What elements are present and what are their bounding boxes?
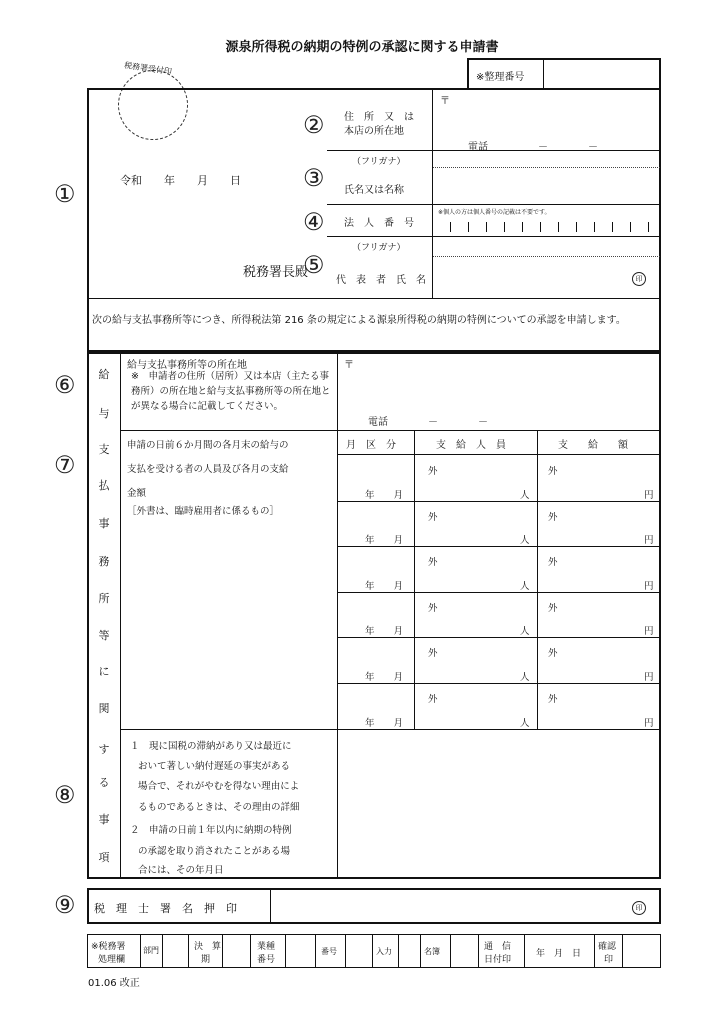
address-input[interactable] <box>452 92 657 134</box>
reason-line-4: るものであるときは、その理由の詳細 <box>138 802 300 813</box>
proc-meibo: 名簿 <box>424 947 440 956</box>
name-input[interactable] <box>434 169 658 203</box>
corp-number-note: ※個人の方は個人番号の記載は不要です。 <box>438 209 551 216</box>
col-month: 月 区 分 <box>346 440 396 451</box>
side-label-4: 事 <box>98 517 110 530</box>
rep-seal-mark: 印 <box>632 272 646 286</box>
payroll-desc-2: 支払を受ける者の人員及び各月の支給 <box>127 464 289 475</box>
seiri-label: ※整理番号 <box>476 72 525 83</box>
row-month-5[interactable]: 年 月 <box>365 672 404 683</box>
reason-line-5: ２ 申請の日前１年以内に納期の特例 <box>130 825 292 836</box>
side-label-8: に <box>98 665 110 678</box>
side-label-13: 項 <box>98 851 110 864</box>
rep-furigana-input[interactable] <box>434 238 658 254</box>
side-label-7: 等 <box>98 629 110 642</box>
marker-6: ⑥ <box>54 371 76 399</box>
page-title: 源泉所得税の納期の特例の承認に関する申請書 <box>225 40 499 55</box>
proc-kessan-2: 期 <box>201 955 211 965</box>
side-label-2: 支 <box>98 443 110 456</box>
application-date[interactable]: 令和 年 月 日 <box>120 174 241 187</box>
row-people-outside-6: 外 <box>428 694 438 705</box>
row-amount-unit-1: 円 <box>644 490 654 501</box>
address-label-2: 本店の所在地 <box>344 126 404 137</box>
row-people-outside-4: 外 <box>428 603 438 614</box>
proc-kakunin-1: 確認 <box>598 942 617 952</box>
side-label-3: 払 <box>98 479 110 492</box>
row-amount-outside-6: 外 <box>548 694 558 705</box>
corp-number-label: 法 人 番 号 <box>344 218 414 229</box>
name-label: 氏名又は名称 <box>344 185 404 196</box>
address-label-1: 住 所 又 は <box>344 112 414 123</box>
row-month-3[interactable]: 年 月 <box>365 581 404 592</box>
proc-nyuryoku: 入力 <box>376 947 392 956</box>
row-people-unit-1: 人 <box>520 490 530 501</box>
seiri-number-field[interactable] <box>545 61 659 88</box>
marker-5: ⑤ <box>303 251 325 279</box>
office-postal-mark: 〒 <box>344 360 354 371</box>
rep-name-label: 代 表 者 氏 名 <box>336 275 426 286</box>
row-amount-outside-5: 外 <box>548 648 558 659</box>
proc-bumon: 部門 <box>143 946 159 955</box>
office-phone[interactable]: 電話 － － <box>368 417 488 428</box>
postal-mark: 〒 <box>440 96 450 107</box>
row-people-unit-6: 人 <box>520 718 530 729</box>
row-month-6[interactable]: 年 月 <box>365 718 404 729</box>
proc-gyoshu-2: 番号 <box>257 955 276 965</box>
row-amount-unit-3: 円 <box>644 581 654 592</box>
applicant-phone[interactable]: 電話 － － <box>468 142 598 153</box>
marker-3: ③ <box>303 164 325 192</box>
marker-4: ④ <box>303 208 325 236</box>
office-address-label: 給与支払事務所等の所在地 <box>127 360 247 371</box>
reasons-input[interactable] <box>340 732 658 875</box>
marker-8: ⑧ <box>54 781 76 809</box>
corp-number-cells[interactable] <box>440 220 658 234</box>
proc-bango: 番号 <box>321 947 337 956</box>
row-people-outside-3: 外 <box>428 557 438 568</box>
side-label-11: る <box>98 776 110 789</box>
side-label-12: 事 <box>98 813 110 826</box>
tax-accountant-label: 税 理 士 署 名 押 印 <box>94 902 237 915</box>
row-amount-outside-2: 外 <box>548 512 558 523</box>
application-statement: 次の給与支払事務所等につき、所得税法第 216 条の規定による源泉所得税の納期の特例についての承認を申請します。 <box>92 315 626 326</box>
proc-kakunin-2: 印 <box>604 955 614 965</box>
marker-9: ⑨ <box>54 891 76 919</box>
row-amount-unit-4: 円 <box>644 626 654 637</box>
proc-kessan-1: 決 算 <box>194 942 222 952</box>
reason-line-1: １ 現に国税の滞納があり又は最近に <box>130 741 292 752</box>
tax-accountant-input[interactable] <box>272 890 624 922</box>
row-people-outside-2: 外 <box>428 512 438 523</box>
row-month-1[interactable]: 年 月 <box>365 490 404 501</box>
row-people-unit-3: 人 <box>520 581 530 592</box>
row-people-unit-5: 人 <box>520 672 530 683</box>
proc-date: 年 月 日 <box>536 949 582 959</box>
side-label-1: 与 <box>98 407 110 420</box>
payroll-desc-1: 申請の日前６か月間の各月末の給与の <box>127 440 289 451</box>
name-furigana-input[interactable] <box>434 152 658 166</box>
office-address-note: ※ 申請者の住所（居所）又は本店（主たる事務所）の所在地と給与支払事務所等の所在地とが異なる場合に記載してください。 <box>131 371 331 412</box>
reason-line-2: おいて著しい納付遅延の事実がある <box>138 761 291 772</box>
reason-line-6: の承認を取り消されたことがある場 <box>138 846 291 857</box>
proc-tsushin-1: 通 信 <box>484 942 512 952</box>
row-amount-outside-4: 外 <box>548 603 558 614</box>
revision-footer: 01.06 改正 <box>88 978 140 989</box>
office-address-input[interactable] <box>356 357 656 407</box>
row-people-unit-4: 人 <box>520 626 530 637</box>
side-label-6: 所 <box>98 592 110 605</box>
rep-furigana-label: （フリガナ） <box>352 243 406 253</box>
row-month-2[interactable]: 年 月 <box>365 535 404 546</box>
proc-tsushin-2: 日付印 <box>484 955 512 965</box>
side-label-9: 関 <box>98 702 110 715</box>
payroll-desc-3: 金額 <box>127 488 147 499</box>
row-amount-unit-6: 円 <box>644 718 654 729</box>
row-amount-outside-3: 外 <box>548 557 558 568</box>
side-label-0: 給 <box>98 368 110 381</box>
marker-1: ① <box>54 180 76 208</box>
col-people: 支 給 人 員 <box>436 440 506 451</box>
proc-head-2: 処理欄 <box>98 955 126 965</box>
reason-line-3: 場合で、それがやむを得ない理由によ <box>138 781 300 792</box>
marker-2: ② <box>303 111 325 139</box>
row-month-4[interactable]: 年 月 <box>365 626 404 637</box>
row-amount-unit-5: 円 <box>644 672 654 683</box>
tax-accountant-seal: 印 <box>632 901 646 915</box>
proc-gyoshu-1: 業種 <box>257 942 276 952</box>
side-label-10: す <box>98 743 110 756</box>
row-people-outside-5: 外 <box>428 648 438 659</box>
row-people-outside-1: 外 <box>428 466 438 477</box>
row-amount-outside-1: 外 <box>548 466 558 477</box>
tax-office-name[interactable]: 税務署長殿 <box>243 265 309 280</box>
reason-line-7: 合には、その年月日 <box>138 865 224 876</box>
marker-7: ⑦ <box>54 451 76 479</box>
row-amount-unit-2: 円 <box>644 535 654 546</box>
rep-name-input[interactable] <box>434 258 624 296</box>
row-people-unit-2: 人 <box>520 535 530 546</box>
proc-head-1: ※税務署 <box>91 942 126 952</box>
stamp-label: 税務署受付印 <box>123 60 173 77</box>
payroll-desc-4: ［外書は、臨時雇用者に係るもの］ <box>127 506 280 517</box>
furigana-label: （フリガナ） <box>352 157 406 167</box>
col-amount: 支 給 額 <box>558 440 628 451</box>
side-label-5: 務 <box>98 555 110 568</box>
